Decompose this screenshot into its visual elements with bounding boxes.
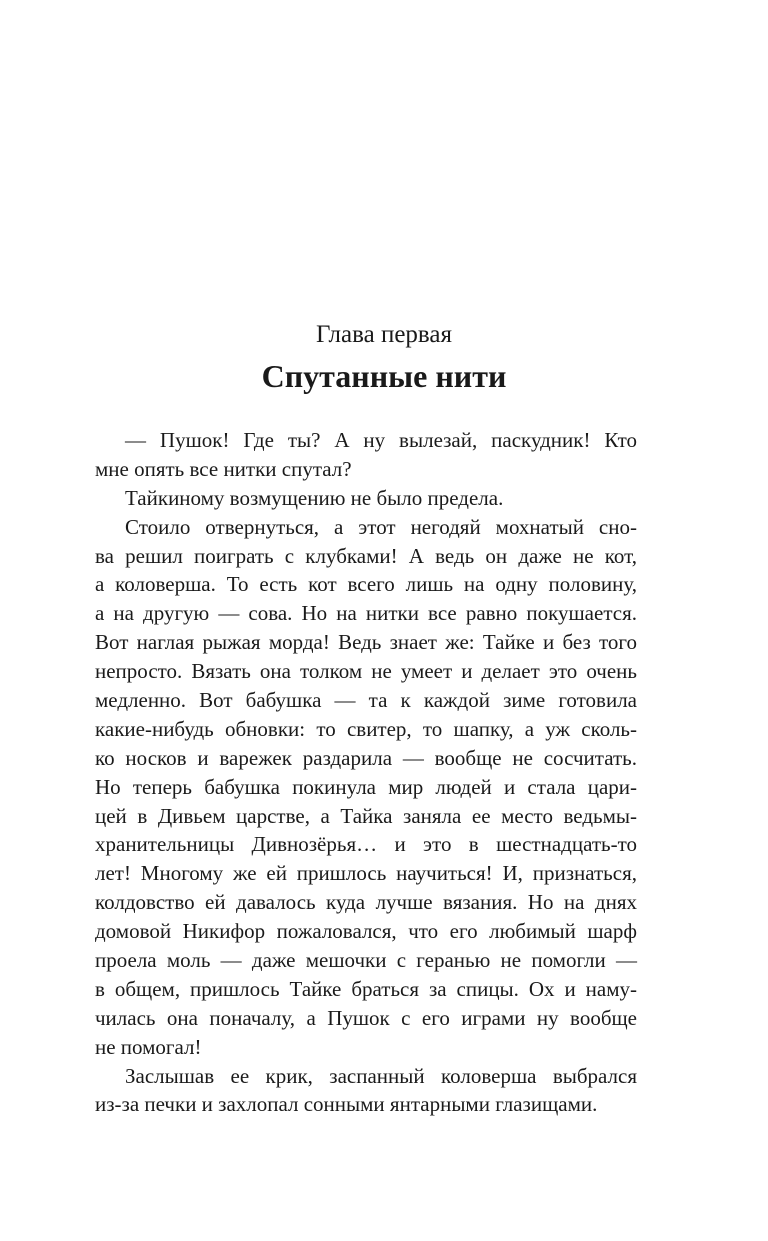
text-line: из-за печки и захлопал сонными янтарными глазищами.: [95, 1092, 598, 1117]
text-line: лет! Многому же ей пришлось научиться! И, признаться,: [95, 861, 637, 886]
paragraph: [95, 484, 637, 513]
text-line: проела моль — даже мешочки с геранью не помогли —: [95, 948, 637, 973]
text-line: медленно. Вот бабушка — та к каждой зиме готовила: [95, 688, 637, 713]
text-line: колдовство ей давалось куда лучше вязания. Но на днях: [95, 890, 637, 915]
text-line: Вот наглая рыжая морда! Ведь знает же: Тайке и без того: [95, 630, 637, 655]
text-line: Но теперь бабушка покинула мир людей и стала цари-: [95, 774, 637, 799]
text-line: а коловерша. То есть кот всего лишь на одну половину,: [95, 572, 637, 597]
chapter-label: Глава первая: [315, 321, 452, 348]
text-line: — Пушок! Где ты? А ну вылезай, паскудник! Кто: [125, 428, 637, 452]
paragraph: [95, 1062, 637, 1120]
text-line: домовой Никифор пожаловался, что его любимый шарф: [95, 919, 637, 944]
text-line: непросто. Вязать она толком не умеет и делает это очень: [95, 659, 637, 684]
text-line: Заслышав ее крик, заспанный коловерша выбрался: [125, 1063, 637, 1088]
paragraph: [95, 426, 637, 484]
text-line: хранительницы Дивнозёрья… и это в шестнадцать-то: [95, 832, 637, 857]
text-line: ко носков и варежек раздарила — вообще не сосчитать.: [95, 745, 637, 770]
text-line: Тайкиному возмущению не было предела.: [125, 485, 504, 510]
text-line: не помогал!: [95, 1034, 202, 1059]
text-line: какие-нибудь обновки: то свитер, то шапку, а уж сколь-: [95, 716, 637, 741]
body-text: [95, 426, 637, 1119]
text-line: в общем, пришлось Тайке браться за спицы. Ох и наму-: [95, 976, 637, 1001]
text-line: ва решил поиграть с клубками! А ведь он даже не кот,: [95, 543, 637, 568]
text-line: а на другую — сова. Но на нитки все равно покушается.: [95, 601, 637, 626]
paragraph: [95, 513, 637, 1062]
chapter-title: Спутанные нити: [261, 358, 507, 394]
text-line: мне опять все нитки спутал?: [95, 456, 352, 481]
text-line: Стоило отвернуться, а этот негодяй мохнатый сно-: [125, 514, 637, 539]
text-line: цей в Дивьем царстве, а Тайка заняла ее место ведьмы-: [95, 803, 637, 828]
text-line: чилась она поначалу, а Пушок с его играми ну вообще: [95, 1005, 637, 1030]
